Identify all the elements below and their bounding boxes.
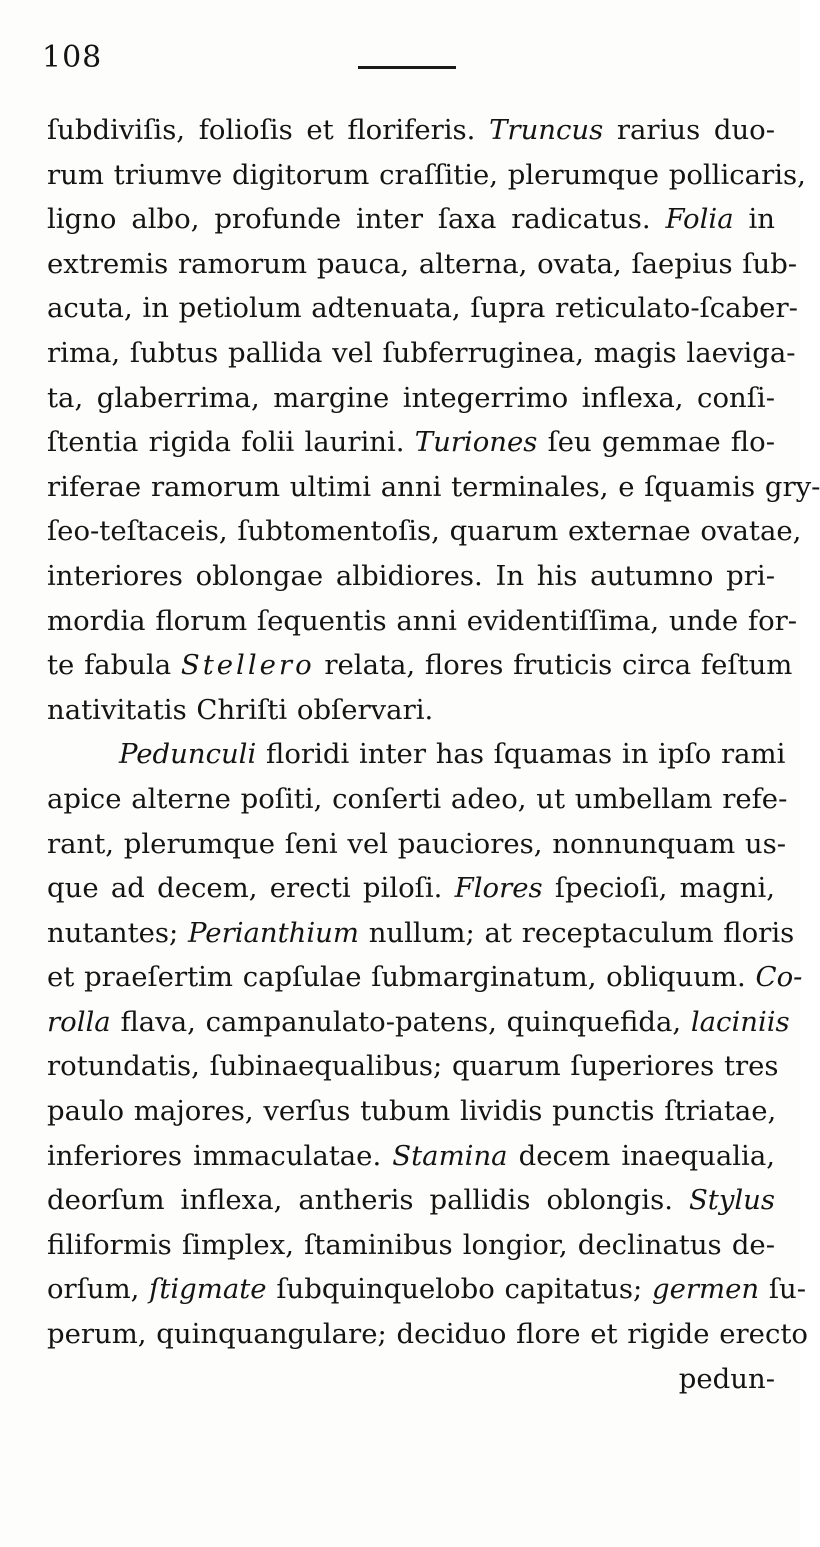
catchword: pedun- <box>678 1362 775 1395</box>
text-line: nutantes; Perianthium nullum; at receptaculum floris <box>47 916 795 949</box>
text-line: te fabula Stellero relata, flores fruticis circa feſtum <box>47 649 793 682</box>
text-line: ſeo-teſtaceis, ſubtomentoſis, quarum externae ovatae, <box>47 515 802 548</box>
text-line: interiores oblongae albidiores. In his autumno pri- <box>47 559 775 592</box>
text-line: acuta, in petiolum adtenuata, ſupra reticulato-ſcaber- <box>47 292 798 325</box>
text-line: nativitatis Chriſti obſervari. <box>47 693 434 726</box>
text-line: orſum, ſtigmate ſubquinquelobo capitatus; germen ſu- <box>47 1273 807 1306</box>
text-line: filiformis ſimplex, ſtaminibus longior, declinatus de- <box>47 1228 775 1261</box>
text-line: et praeſertim capſulae ſubmarginatum, obliquum. Co- <box>47 961 803 994</box>
text-line: apice alterne poſiti, conſerti adeo, ut umbellam refe- <box>47 782 788 815</box>
text-line: ta, glaberrima, margine integerrimo inflexa, conſi- <box>47 381 775 414</box>
text-line: ſubdiviſis, folioſis et floriferis. Truncus rarius duo- <box>47 114 776 146</box>
text-line: Pedunculi floridi inter has ſquamas in ipſo rami <box>119 738 786 771</box>
text-line: extremis ramorum pauca, alterna, ovata, ſaepius ſub- <box>47 247 798 280</box>
header-rule <box>358 66 456 69</box>
text-line: inferiores immaculatae. Stamina decem inaequalia, <box>47 1139 775 1172</box>
text-line: paulo majores, verſus tubum lividis punctis ſtriatae, <box>47 1095 777 1128</box>
text-line: rotundatis, ſubinaequalibus; quarum ſuperiores tres <box>47 1050 779 1083</box>
text-line: rima, ſubtus pallida vel ſubferruginea, magis laeviga- <box>47 336 796 369</box>
text-line: rant, plerumque ſeni vel pauciores, nonnunquam us- <box>47 827 787 860</box>
text-line: que ad decem, erecti piloſi. Flores ſpecioſi, magni, <box>47 872 775 905</box>
text-line: perum, quinquangulare; deciduo flore et rigide erecto <box>47 1318 808 1351</box>
body-text <box>47 108 820 1401</box>
text-line: riferae ramorum ultimi anni terminales, e ſquamis gry- <box>47 470 820 503</box>
text-line: rolla flava, campanulato-patens, quinquefida, laciniis <box>47 1005 790 1038</box>
text-line: rum triumve digitorum craſſitie, plerumque pollicaris, <box>47 158 806 191</box>
text-line: ſtentia rigida folii laurini. Turiones ſeu gemmae flo- <box>47 426 775 459</box>
text-line: ligno albo, profunde inter ſaxa radicatus. Folia in <box>47 203 775 236</box>
text-line: deorſum inflexa, antheris pallidis oblongis. Stylus <box>47 1184 775 1217</box>
text-line: mordia florum ſequentis anni evidentiſſima, unde for- <box>47 604 798 637</box>
page-number: 108 <box>42 40 103 75</box>
